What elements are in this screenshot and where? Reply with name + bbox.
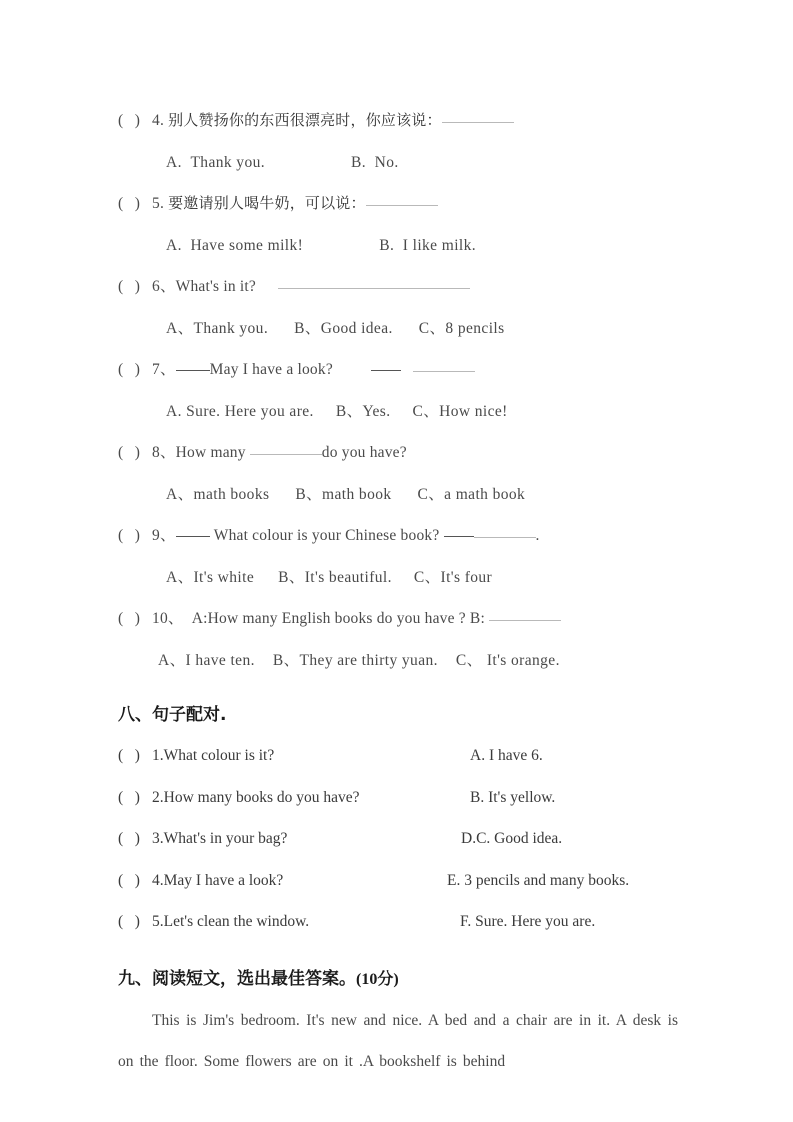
match-number: 1. xyxy=(152,747,164,764)
match-row[interactable] xyxy=(118,735,718,777)
page-content xyxy=(118,100,718,1082)
option-text[interactable]: a math book xyxy=(444,485,526,503)
question-stem: 要邀请别人喝牛奶，可以说： xyxy=(168,194,366,212)
option-label: A、 xyxy=(158,651,186,669)
question-number: 7、 xyxy=(152,361,176,378)
answer-blank[interactable] xyxy=(278,276,470,289)
option-text[interactable]: It's four xyxy=(440,568,493,586)
question-row[interactable] xyxy=(118,598,718,640)
passage-text: This is Jim's bedroom. It's new and nice. A bed and a chair are in it. A desk is on the floor. Some flowers are on it .A bookshelf is behind xyxy=(118,1011,678,1070)
answer-bracket[interactable]: ( ) xyxy=(118,278,140,295)
dialogue-dash-icon xyxy=(371,361,401,371)
option-text[interactable]: It's beautiful. xyxy=(304,568,392,586)
answer-bracket[interactable]: ( ) xyxy=(118,361,140,378)
answer-blank[interactable] xyxy=(442,110,514,123)
question-number: 4. xyxy=(152,112,165,129)
question-row[interactable] xyxy=(118,432,718,474)
section-seven-items xyxy=(118,100,718,681)
match-left-text[interactable]: May I have a look? xyxy=(163,871,284,889)
option-text[interactable]: math book xyxy=(322,485,392,503)
match-right-text[interactable]: F. Sure. Here you are. xyxy=(460,913,596,930)
option-text[interactable]: Thank you. xyxy=(190,153,266,171)
answer-blank[interactable] xyxy=(366,193,438,206)
question-stem: What colour is your Chinese book? xyxy=(213,527,440,544)
option-text[interactable]: No. xyxy=(374,153,399,171)
match-left xyxy=(118,860,283,902)
match-left-text[interactable]: Let's clean the window. xyxy=(163,913,310,930)
match-row[interactable] xyxy=(118,818,718,860)
question-number: 9、 xyxy=(152,527,176,544)
option-label: B、 xyxy=(294,319,321,337)
option-label: A、 xyxy=(166,568,194,586)
match-left xyxy=(118,818,287,860)
answer-bracket[interactable]: ( ) xyxy=(118,747,140,764)
option-text[interactable]: Have some milk! xyxy=(190,236,304,254)
option-text[interactable]: It's orange. xyxy=(486,651,560,669)
question-number: 6、 xyxy=(152,278,176,295)
option-text[interactable]: Thank you. xyxy=(193,319,269,337)
option-text[interactable]: Yes. xyxy=(362,402,391,420)
option-label: C、 xyxy=(417,485,445,503)
match-row[interactable] xyxy=(118,777,718,819)
question-stem: 别人赞扬你的东西很漂亮时，你应该说： xyxy=(168,111,442,129)
option-label: C、 xyxy=(412,402,440,420)
question-tail: . xyxy=(535,527,540,544)
question-row[interactable] xyxy=(118,515,718,557)
answer-blank[interactable] xyxy=(250,442,322,455)
option-row xyxy=(118,474,718,516)
option-label: C、 xyxy=(418,319,446,337)
option-text[interactable]: Sure. Here you are. xyxy=(186,402,314,420)
dialogue-dash-icon xyxy=(176,361,210,371)
match-left xyxy=(118,735,274,777)
answer-bracket[interactable]: ( ) xyxy=(118,830,140,847)
answer-blank[interactable] xyxy=(474,525,536,538)
section-nine-heading-text: 九、阅读短文，选出最佳答案。 xyxy=(118,968,356,989)
section-nine-heading xyxy=(118,959,718,1000)
option-row xyxy=(118,391,718,433)
option-text[interactable]: Good idea. xyxy=(320,319,393,337)
match-left-text[interactable]: What's in your bag? xyxy=(163,830,288,847)
option-row xyxy=(118,142,718,184)
answer-bracket[interactable]: ( ) xyxy=(118,610,140,627)
section-eight-items xyxy=(118,735,718,943)
question-number: 10、 xyxy=(152,610,184,627)
question-stem: May I have a look? xyxy=(209,361,333,378)
match-left xyxy=(118,777,360,819)
option-label: B、 xyxy=(295,485,323,503)
match-right-text[interactable]: A. I have 6. xyxy=(470,747,543,764)
question-stem-after: do you have? xyxy=(321,444,407,461)
option-row xyxy=(118,308,718,350)
question-stem: What's in it? xyxy=(175,278,256,295)
question-row[interactable] xyxy=(118,100,718,142)
option-label: C、 xyxy=(455,651,483,669)
option-label: A. xyxy=(166,402,182,420)
match-left xyxy=(118,901,309,943)
match-number: 4. xyxy=(152,871,164,889)
match-right-text[interactable]: D.C. Good idea. xyxy=(461,830,563,847)
option-row xyxy=(118,557,718,599)
question-row[interactable] xyxy=(118,183,718,225)
question-number: 5. xyxy=(152,195,165,212)
dialogue-dash-icon xyxy=(176,527,210,537)
match-left-text[interactable]: How many books do you have? xyxy=(163,788,360,806)
option-text[interactable]: I have ten. xyxy=(185,651,255,669)
question-stem: A:How many English books do you have ? B: xyxy=(191,610,485,627)
option-text[interactable]: How nice! xyxy=(439,402,508,420)
answer-bracket[interactable]: ( ) xyxy=(118,788,140,806)
option-text[interactable]: They are thirty yuan. xyxy=(299,651,438,669)
match-row[interactable] xyxy=(118,901,718,943)
option-label: A、 xyxy=(166,485,194,503)
answer-bracket[interactable]: ( ) xyxy=(118,871,140,889)
answer-bracket[interactable]: ( ) xyxy=(118,913,140,930)
answer-blank[interactable] xyxy=(489,608,561,621)
answer-bracket[interactable]: ( ) xyxy=(118,444,140,461)
option-label: B. xyxy=(351,153,367,171)
option-text[interactable]: math books xyxy=(193,485,270,503)
option-label: B、 xyxy=(335,402,363,420)
match-right-text[interactable]: E. 3 pencils and many books. xyxy=(447,871,630,889)
section-eight-heading: 八、句子配对. xyxy=(118,705,227,725)
option-row xyxy=(118,640,718,682)
option-text[interactable]: 8 pencils xyxy=(445,319,505,337)
reading-passage xyxy=(118,1000,678,1082)
question-row[interactable] xyxy=(118,349,718,391)
question-number: 8、 xyxy=(152,444,176,461)
question-stem-before: How many xyxy=(175,444,246,461)
answer-bracket[interactable]: ( ) xyxy=(118,112,140,129)
match-right-text[interactable]: B. It's yellow. xyxy=(470,788,556,806)
answer-bracket[interactable]: ( ) xyxy=(118,527,140,544)
section-nine-score: (10分) xyxy=(356,970,399,988)
question-row[interactable] xyxy=(118,266,718,308)
option-label: A. xyxy=(166,153,182,171)
option-label: C、 xyxy=(413,568,441,586)
match-left-text[interactable]: What colour is it? xyxy=(163,747,275,764)
answer-blank[interactable] xyxy=(413,359,475,372)
answer-bracket[interactable]: ( ) xyxy=(118,195,140,212)
match-number: 3. xyxy=(152,830,164,847)
option-row xyxy=(118,225,718,267)
option-label: B、 xyxy=(278,568,305,586)
match-row[interactable] xyxy=(118,860,718,902)
match-number: 2. xyxy=(152,788,164,806)
option-label: A. xyxy=(166,236,182,254)
option-label: A、 xyxy=(166,319,194,337)
option-label: B. xyxy=(379,236,395,254)
option-text[interactable]: It's white xyxy=(193,568,255,586)
option-label: B、 xyxy=(272,651,300,669)
match-number: 5. xyxy=(152,913,164,930)
dialogue-dash-icon xyxy=(444,527,474,537)
option-text[interactable]: I like milk. xyxy=(402,236,477,254)
